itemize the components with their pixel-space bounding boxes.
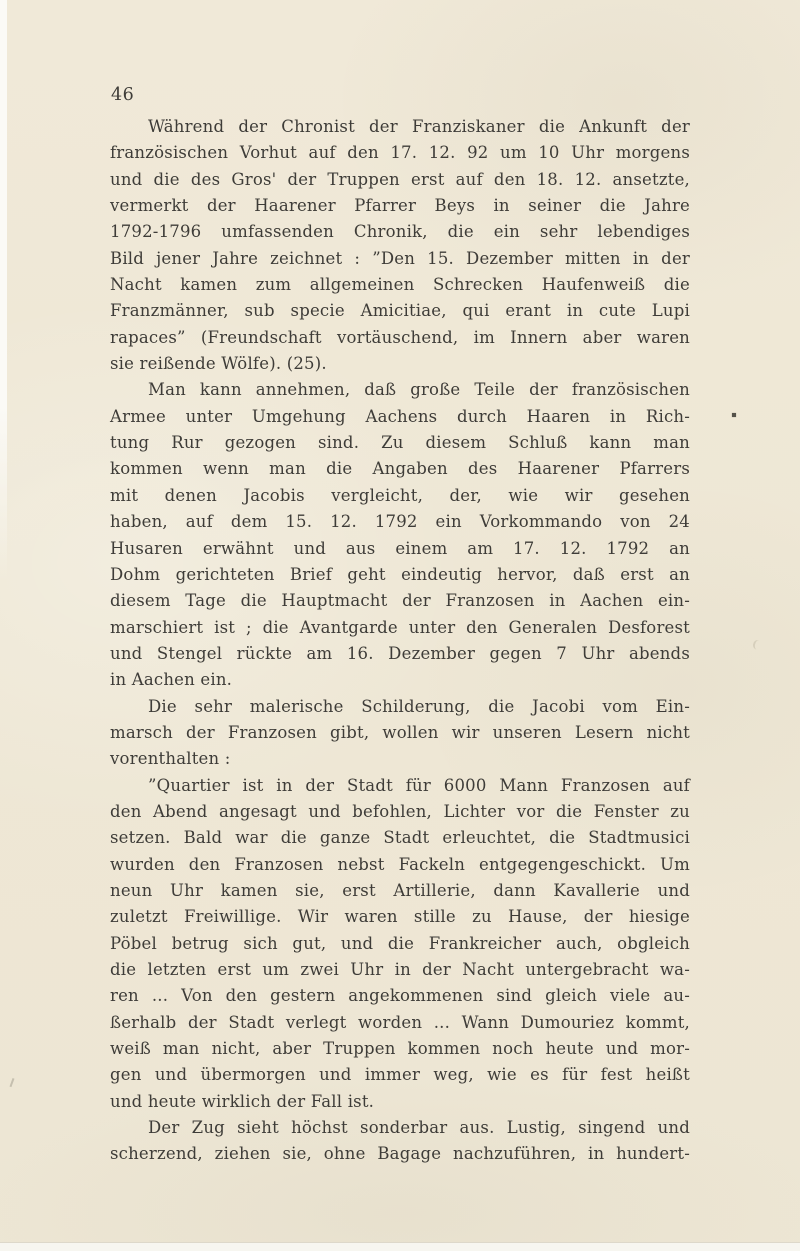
text-line: marschiert ist ; die Avantgarde unter den Generalen Desforest: [110, 617, 690, 637]
paper-mark-left: [10, 1078, 14, 1087]
text-line: Bild jener Jahre zeichnet : ”Den 15. Dezember mitten in der: [110, 248, 690, 268]
text-line: Dohm gerichteten Brief geht eindeutig hervor, daß erst an: [110, 564, 690, 584]
text-line: ßerhalb der Stadt verlegt worden ... Wann Dumouriez kommt,: [110, 1012, 690, 1032]
paragraph: [110, 377, 690, 693]
text-line: scherzend, ziehen sie, ohne Bagage nachzuführen, in hundert-: [110, 1144, 690, 1164]
text-line: haben, auf dem 15. 12. 1792 ein Vorkommando von 24: [110, 512, 690, 532]
text-line: neun Uhr kamen sie, erst Artillerie, dann Kavallerie und: [110, 880, 690, 900]
text-line: in Aachen ein.: [110, 670, 233, 690]
text-line: und die des Gros' der Truppen erst auf den 18. 12. ansetzte,: [110, 169, 690, 189]
text-line: Franzmänner, sub specie Amicitiae, qui erant in cute Lupi: [110, 301, 690, 321]
text-line: diesem Tage die Hauptmacht der Franzosen in Aachen ein-: [110, 591, 690, 611]
paragraph: [110, 114, 690, 377]
paragraph: [110, 1115, 690, 1168]
text-line: Die sehr malerische Schilderung, die Jacobi vom Ein-: [148, 696, 690, 716]
paragraph: [110, 694, 690, 773]
text-line: tung Rur gezogen sind. Zu diesem Schluß kann man: [110, 433, 690, 453]
text-line: und Stengel rückte am 16. Dezember gegen 7 Uhr abends: [110, 643, 690, 663]
scan-edge-bottom: [0, 1242, 800, 1251]
paper-mark-right: [752, 639, 764, 651]
text-line: und heute wirklich der Fall ist.: [110, 1091, 375, 1111]
text-line: Husaren erwähnt und aus einem am 17. 12. 1792 an: [110, 538, 690, 558]
text-line: Armee unter Umgehung Aachens durch Haaren in Rich-: [110, 406, 690, 426]
page-number: 46: [111, 85, 135, 105]
text-line: Man kann annehmen, daß große Teile der französischen: [148, 380, 690, 400]
text-line: 1792-1796 umfassenden Chronik, die ein sehr lebendiges: [110, 222, 690, 242]
text-line: gen und übermorgen und immer weg, wie es für fest heißt: [110, 1065, 690, 1085]
paragraph: [110, 773, 690, 1115]
text-line: wurden den Franzosen nebst Fackeln entgegengeschickt. Um: [110, 854, 690, 874]
text-line: Pöbel betrug sich gut, und die Frankreicher auch, obgleich: [110, 933, 690, 953]
text-line: weiß man nicht, aber Truppen kommen noch heute und mor-: [110, 1039, 690, 1059]
paper-speck: [732, 413, 736, 417]
text-line: zuletzt Freiwillige. Wir waren stille zu Hause, der hiesige: [110, 907, 690, 927]
text-line: die letzten erst um zwei Uhr in der Nacht untergebracht wa-: [110, 960, 690, 979]
text-line: den Abend angesagt und befohlen, Lichter vor die Fenster zu: [110, 801, 690, 821]
body-text: [110, 114, 690, 1168]
text-line: ”Quartier ist in der Stadt für 6000 Mann Franzosen auf: [148, 775, 690, 795]
text-line: ren ... Von den gestern angekommenen sind gleich viele au-: [110, 986, 690, 1006]
text-line: sie reißende Wölfe). (25).: [110, 354, 327, 374]
text-line: Nacht kamen zum allgemeinen Schrecken Haufenweiß die: [110, 275, 690, 295]
text-line: kommen wenn man die Angaben des Haarener Pfarrers: [110, 459, 690, 479]
text-line: mit denen Jacobis vergleicht, der, wie wir gesehen: [110, 485, 690, 505]
text-line: französischen Vorhut auf den 17. 12. 92 um 10 Uhr morgens: [110, 143, 690, 163]
text-line: Während der Chronist der Franziskaner die Ankunft der: [148, 117, 690, 136]
text-line: vorenthalten :: [110, 749, 231, 769]
scan-edge-left: [0, 0, 7, 580]
text-line: rapaces” (Freundschaft vortäuschend, im Innern aber waren: [110, 327, 690, 347]
text-line: Der Zug sieht höchst sonderbar aus. Lustig, singend und: [148, 1118, 690, 1138]
text-line: setzen. Bald war die ganze Stadt erleuchtet, die Stadtmusici: [110, 828, 690, 848]
text-line: vermerkt der Haarener Pfarrer Beys in seiner die Jahre: [110, 196, 690, 216]
text-line: marsch der Franzosen gibt, wollen wir unseren Lesern nicht: [110, 722, 690, 742]
